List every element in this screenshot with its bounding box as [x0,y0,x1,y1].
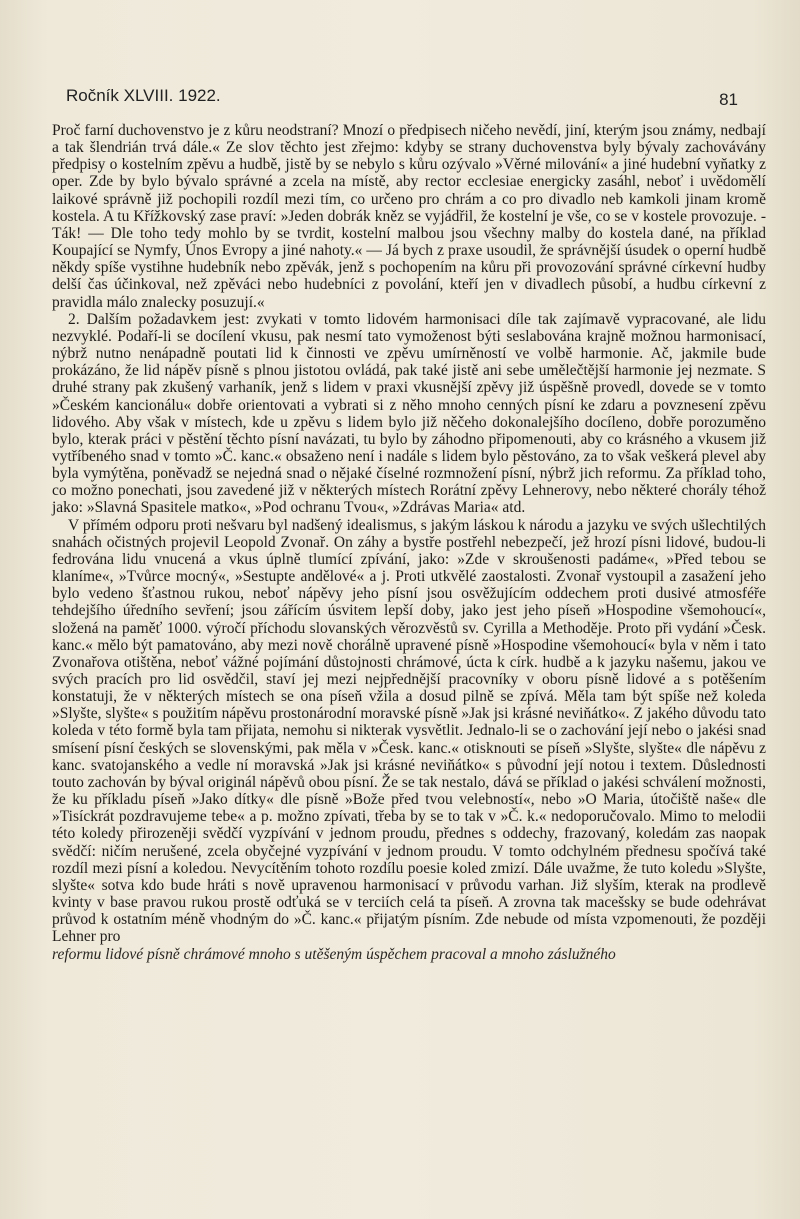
paragraph-2: 2. Dalším požadavkem jest: zvykati v tomto lidovém harmonisaci díle tak zajímavě vypracované, ale lidu nezvyklé. Podaří-li se docílení vkusu, pak nesmí tato vymoženost býti seslabována krajně možnou harmonisací, nýbrž nutno nenápadně poutati lid k činnosti ve zpěvu umírněností ve volbě harmonie. Ač, jakmile bude prokázáno, že lid nápěv písně s plnou jistotou ovládá, pak také jistě ani sebe umělečtější harmonie jej nezmate. S druhé strany pak zkušený varhaník, jenž s lidem v praxi vkusnější zpěvy již úspěšně provedl, dovede se v tomto »Českém kancionálu« dobře orientovati a vybrati si z něho mnoho cenných písní ke zdaru a povznesení zpěvu lidového. Aby však v místech, kde u zpěvu s lidem bylo již něčeho dokonalejšího docíleno, dobře porozuměno bylo, kterak práci v pěstění těchto písní navázati, tu bylo by záhodno připomenouti, aby co krásného a vkusem již vytříbeného snad v tomto »Č. kanc.« obsaženo není i nadále s lidem bylo pěstováno, za to však veškerá plevel aby byla vymýtěna, poněvadž se nejedná snad o nějaké číselné rozmnožení písní, nýbrž jich reformu. Za příklad toho, co možno ponechati, jsou zavedené již v některých místech Rorátní zpěvy Lehnerovy, nebo některé chorály téhož jako: »Slavná Spasitele matko«, »Pod ochranu Tvou«, »Zdrávas Maria« atd. [52,310,766,517]
paragraph-1: Proč farní duchovenstvo je z kůru neodstraní? Mnozí o předpisech ničeho nevědí, jiní, kterým jsou známy, nedbají a tak šlendrián trvá dále.« Ze slov těchto jest zřejmo: kdyby se strany duchovenstva byly bývaly zachovávány předpisy o kostelním zpěvu a hudbě, jistě by se nebylo s kůru ozývalo »Věrné milování« a jiné hudební vyňatky z oper. Zde by bylo bývalo správné a zcela na místě, aby rector ecclesiae energicky zasáhl, neboť i uvědomělí laikové správně již pochopili rozdíl mezi tím, co určeno pro chrám a co pro divadlo neb kamkoli jinam kromě kostela. A tu Křížkovský zase praví: »Jeden dobrák kněz se vyjádřil, že kostelní je vše, co se v kostele provozuje. - Ták! — Dle toho tedy mohlo by se tvrdit, kostelní malbou jsou všechny malby do kostela dané, na příklad Koupající se Nymfy, Únos Evropy a jiné nahoty.« — Já bych z praxe usoudil, že správnější úsudek o operní hudbě někdy spíše vystihne hudebník nebo zpěvák, jenž s pochopením na kůru při provozování správné církevní hudby delší čas účinkoval, než zpěváci nebo hudebníci z povolání, kteří jen v divadlech působí, a hudbu církevní z pravidla málo znalecky posuzují.« [52,122,766,311]
page-header [66,86,738,110]
italic-continuation-line: reformu lidové písně chrámové mnoho s utěšeným úspěchem pracoval a mnoho záslužného [52,945,616,963]
volume-label: Ročník XLVIII. 1922. [66,86,221,105]
page-number: 81 [719,90,738,109]
paragraph-3: V přímém odporu proti nešvaru byl nadšený idealismus, s jakým láskou k národu a jazyku ve svých ušlechtilých snahách očistných projevil Leopold Zvonař. On záhy a bystře postřehl nebezpečí, jež hrozí písni lidové, budou-li fedrována lidu vnucená a vkus úplně tlumící zpívání, jako: »Zde v skroušenosti padáme«, »Před tebou se klaníme«, »Tvůrce mocný«, »Sestupte andělové« a j. Proti utkvělé zaostalosti. Zvonař vystoupil a zasažení jeho bylo vedeno šťastnou rukou, neboť nápěvy jeho písní jsou osvěžujícím oddechem proti dusivé atmosféře tehdejšího úředního sevření; jsou zářícím úsvitem lepší doby, jako jest jeho píseň »Hospodine všemohoucí«, složená na paměť 1000. výročí příchodu slovanských věrozvěstů sv. Cyrilla a Methoděje. Proto při vydání »Česk. kanc.« mělo být pamatováno, aby mezi nově chorálně upravené písně »Hospodine všemohoucí« byla v něm i tato Zvonařova otištěna, neboť vážné pojímání důstojnosti chrámové, úcta k círk. hudbě a k jazyku našemu, jakou ve svých pracích pro lid osvědčil, staví jej mezi nejpřednější pracovníky v oboru písně lidové a s potěšením konstatuji, že v některých místech se ona píseň vžila a dosud pilně se zpívá. Měla tam být spíše než koleda »Slyšte, slyšte« s použitím nápěvu prostonárodní moravské písně »Jak jsi krásné neviňátko«. Z jakého důvodu tato koleda v této formě byla tam přijata, nemohu si nikterak vysvětlit. Jednalo-li se o zachování její nebo o jakési snad smísení písní českých se slovenskými, pak měla v »Česk. kanc.« otisknouti se píseň »Slyšte, slyšte« dle nápěvu z kanc. svatojanského a vedle ní moravská »Jak jsi krásné neviňátko« s původní její notou i textem. Důslednosti touto zachován by býval originál nápěvů obou písní. Že se tak nestalo, dává se příklad o jakési schválení možnosti, že ku příkladu píseň »Jako dítky« dle písně »Bože před tvou velebností«, nebo »O Maria, útočiště naše« dle »Tisíckrát pozdravujeme tebe« a p. možno zpívati, třeba by se to tak v »Č. k.« nedoporučovalo. Mimo to melodii této koledy přirozeněji svědčí vyzpívání v jednom proudu, přednes s oddechy, frazovaný, koledám zas naopak svědčí: ničím nerušené, zcela obyčejné vyzpívání v jednom proudu. V tomto odchylném přednesu spočívá také rozdíl mezi písní a koledou. Nevycítěním tohoto rozdílu poesie koled zmizí. Dále uvažme, že tuto koledu »Slyšte, slyšte« sotva kdo bude hráti s nově upravenou harmonisací v průvodu varhan. Již slyším, kterak na prodlevě kvinty v base pravou rukou prostě odťuká se v terciích celá ta píseň. A zrovna tak macešsky se bude odehrávat průvod k ostatním méně vhodným do »Č. kanc.« přijatým písním. Zde nebude od místa vzpomenouti, že později Lehner pro [52,516,766,946]
body-text [52,122,766,963]
